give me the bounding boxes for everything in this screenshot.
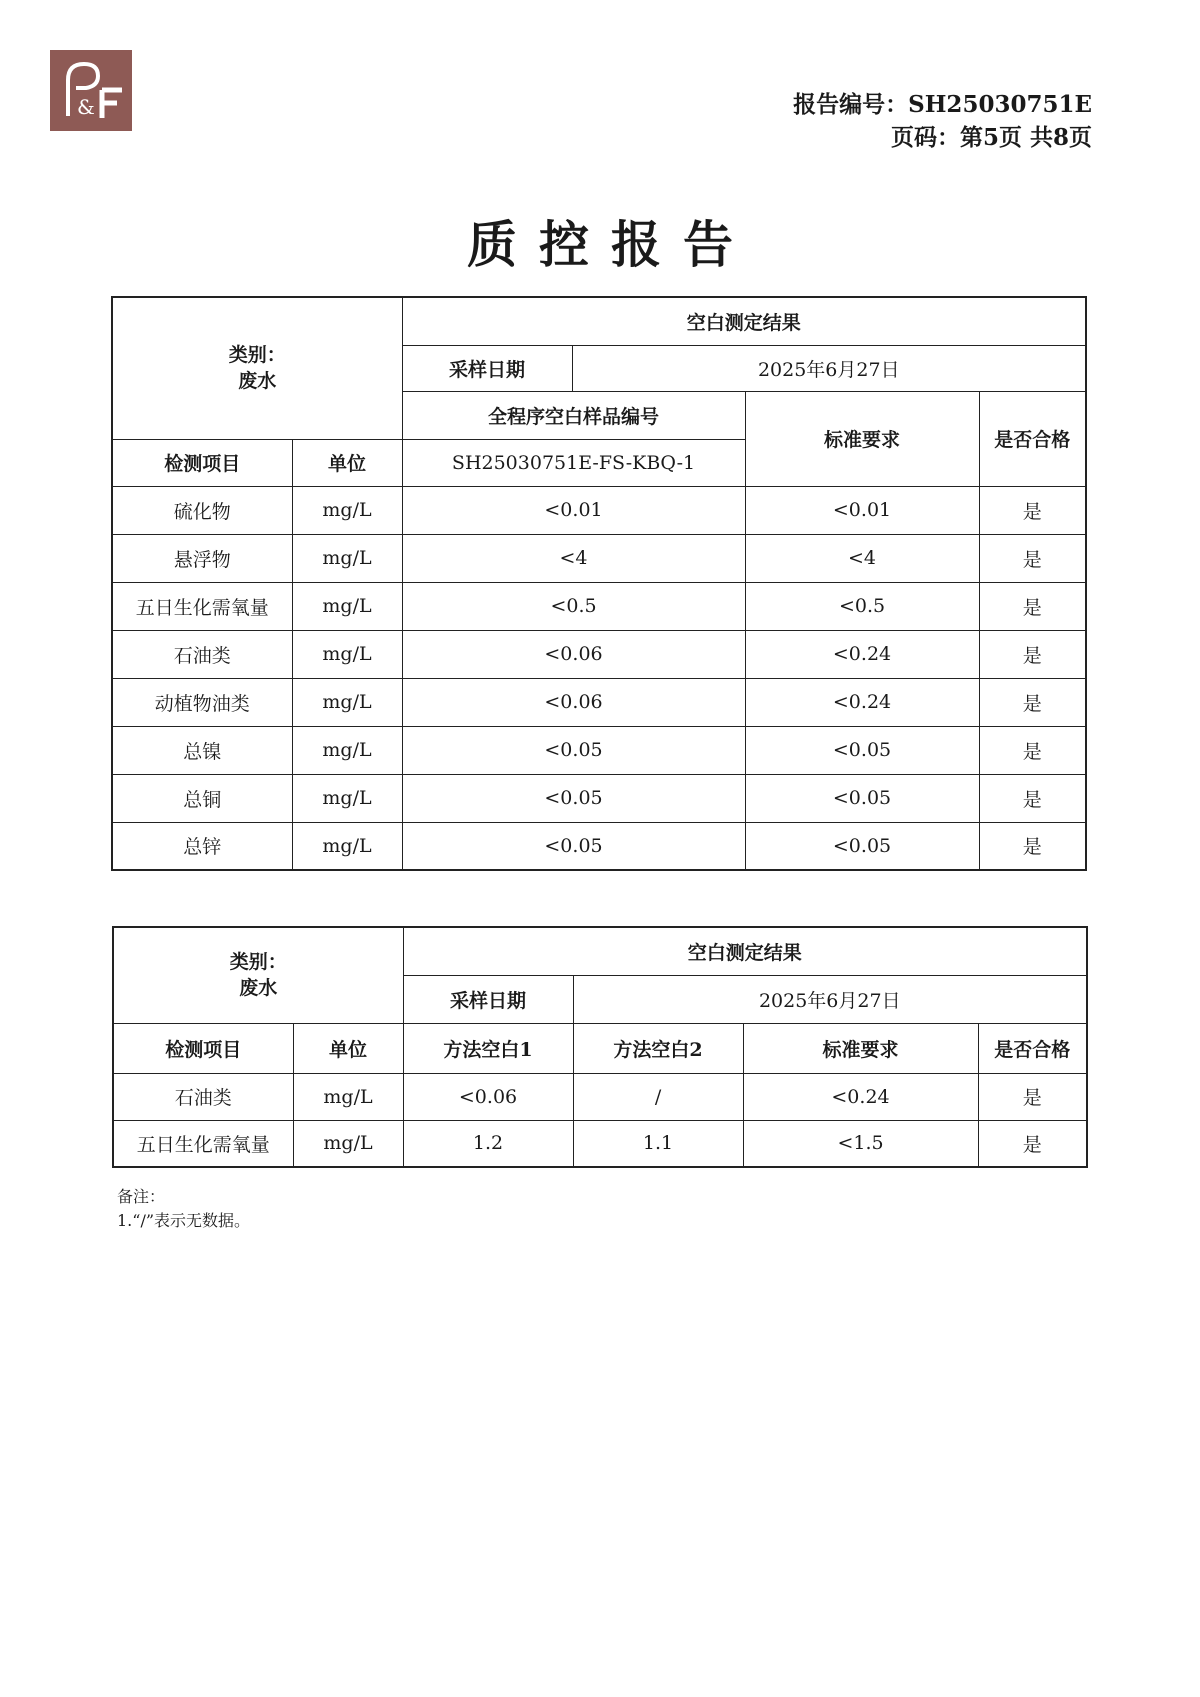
- standard-header: 标准要求: [745, 391, 979, 486]
- unit: mg/L: [292, 534, 402, 582]
- sampling-date: 2025年6月27日: [572, 345, 1086, 391]
- unit: mg/L: [292, 822, 402, 870]
- table-row: [112, 534, 1086, 582]
- pass-value: 是: [979, 678, 1086, 726]
- result-value: <0.05: [402, 726, 745, 774]
- company-logo: [50, 50, 132, 131]
- section-title: 空白测定结果: [402, 297, 1086, 345]
- table-row: [112, 582, 1086, 630]
- note-item: 1.“/”表示无数据。: [117, 1211, 251, 1230]
- blank2-value: 1.1: [573, 1120, 743, 1167]
- pass-value: 是: [979, 630, 1086, 678]
- sampling-date: 2025年6月27日: [573, 975, 1087, 1023]
- result-value: <0.05: [402, 822, 745, 870]
- item-name: 悬浮物: [112, 534, 292, 582]
- result-value: <0.05: [402, 774, 745, 822]
- unit: mg/L: [292, 678, 402, 726]
- svg-text:&: &: [77, 95, 95, 119]
- result-value: <0.06: [402, 630, 745, 678]
- unit-header: 单位: [293, 1023, 403, 1073]
- unit: mg/L: [292, 774, 402, 822]
- blank2-header: 方法空白2: [573, 1023, 743, 1073]
- standard-value: <1.5: [743, 1120, 978, 1167]
- item-name: 五日生化需氧量: [113, 1120, 293, 1167]
- standard-value: <0.5: [745, 582, 979, 630]
- standard-header: 标准要求: [743, 1023, 978, 1073]
- unit: mg/L: [292, 582, 402, 630]
- pass-value: 是: [978, 1073, 1087, 1120]
- item-name: 五日生化需氧量: [112, 582, 292, 630]
- table-row: [112, 774, 1086, 822]
- sampling-date-label: 采样日期: [402, 345, 572, 391]
- report-number: 报告编号：SH25030751E: [793, 91, 1092, 118]
- pass-value: 是: [979, 774, 1086, 822]
- section-title: 空白测定结果: [403, 927, 1087, 975]
- standard-value: <0.01: [745, 486, 979, 534]
- pass-header: 是否合格: [978, 1023, 1087, 1073]
- category-cell: [113, 927, 403, 1023]
- result-value: <4: [402, 534, 745, 582]
- item-header: 检测项目: [113, 1023, 293, 1073]
- result-value: <0.5: [402, 582, 745, 630]
- standard-value: <0.24: [745, 678, 979, 726]
- blank1-value: 1.2: [403, 1120, 573, 1167]
- category-cell: [112, 297, 402, 439]
- sampling-date-label: 采样日期: [403, 975, 573, 1023]
- unit: mg/L: [292, 630, 402, 678]
- standard-value: <0.05: [745, 822, 979, 870]
- blank-test-table-1: [111, 296, 1087, 871]
- table-row: [113, 1073, 1087, 1120]
- table-row: [113, 1120, 1087, 1167]
- standard-value: <4: [745, 534, 979, 582]
- item-name: 石油类: [113, 1073, 293, 1120]
- item-name: 总锌: [112, 822, 292, 870]
- sample-no-label: 全程序空白样品编号: [402, 391, 745, 439]
- result-value: <0.06: [402, 678, 745, 726]
- category-value: 废水: [239, 977, 278, 1000]
- standard-value: <0.24: [745, 630, 979, 678]
- unit-header: 单位: [292, 439, 402, 486]
- page-title: 质控报告: [467, 215, 755, 274]
- standard-value: <0.05: [745, 774, 979, 822]
- item-name: 石油类: [112, 630, 292, 678]
- blank-test-table-2: [112, 926, 1088, 1168]
- item-name: 总铜: [112, 774, 292, 822]
- pass-value: 是: [978, 1120, 1087, 1167]
- blank1-header: 方法空白1: [403, 1023, 573, 1073]
- category-value: 废水: [238, 370, 277, 393]
- item-name: 硫化物: [112, 486, 292, 534]
- item-name: 动植物油类: [112, 678, 292, 726]
- table-row: [112, 678, 1086, 726]
- pass-value: 是: [979, 486, 1086, 534]
- pass-value: 是: [979, 534, 1086, 582]
- pass-value: 是: [979, 726, 1086, 774]
- sample-no: SH25030751E-FS-KBQ-1: [402, 439, 745, 486]
- blank2-value: /: [573, 1073, 743, 1120]
- pass-value: 是: [979, 582, 1086, 630]
- unit: mg/L: [292, 486, 402, 534]
- notes-label: 备注：: [117, 1187, 166, 1206]
- unit: mg/L: [292, 726, 402, 774]
- page-info: 页码：第5页 共8页: [890, 124, 1092, 151]
- table-row: [112, 822, 1086, 870]
- standard-value: <0.24: [743, 1073, 978, 1120]
- category-label: 类别：: [229, 951, 287, 974]
- table-row: [112, 486, 1086, 534]
- blank1-value: <0.06: [403, 1073, 573, 1120]
- report-header: [793, 88, 1092, 154]
- result-value: <0.01: [402, 486, 745, 534]
- standard-value: <0.05: [745, 726, 979, 774]
- notes: [117, 1185, 250, 1233]
- unit: mg/L: [293, 1120, 403, 1167]
- category-label: 类别：: [228, 344, 286, 367]
- table-row: [112, 630, 1086, 678]
- item-name: 总镍: [112, 726, 292, 774]
- pass-value: 是: [979, 822, 1086, 870]
- unit: mg/L: [293, 1073, 403, 1120]
- item-header: 检测项目: [112, 439, 292, 486]
- table-row: [112, 726, 1086, 774]
- pass-header: 是否合格: [979, 391, 1086, 486]
